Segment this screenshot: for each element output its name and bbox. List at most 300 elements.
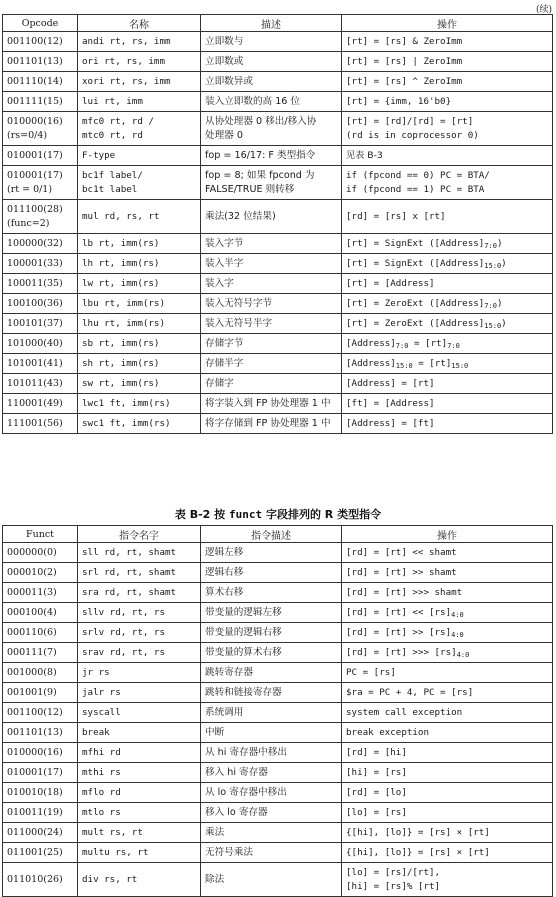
subscript-range: 7:0 bbox=[484, 241, 497, 250]
operation-cell bbox=[342, 783, 553, 803]
description-cell bbox=[201, 314, 342, 334]
cell-line: 000000(0) bbox=[7, 546, 57, 558]
name-cell bbox=[78, 254, 201, 274]
cell-line: 带变量的算术右移 bbox=[205, 646, 282, 658]
cell-line: 001000(8) bbox=[7, 666, 57, 678]
name-cell bbox=[78, 166, 201, 200]
operation-text: [rt] = ZeroExt ([Address] bbox=[346, 317, 485, 329]
cell-line: 装入无符号半字 bbox=[205, 317, 273, 329]
cell-line: [rt] = [rs] & ZeroImm bbox=[346, 35, 463, 47]
opcode-cell bbox=[3, 803, 78, 823]
name-cell bbox=[78, 723, 201, 743]
table-row bbox=[3, 52, 553, 72]
description-cell bbox=[201, 294, 342, 314]
cell-line: 装入无符号字节 bbox=[205, 297, 273, 309]
opcode-cell bbox=[3, 643, 78, 663]
description-cell bbox=[201, 414, 342, 434]
opcode-cell bbox=[3, 394, 78, 414]
opcode-cell bbox=[3, 72, 78, 92]
name-cell bbox=[78, 583, 201, 603]
name-cell bbox=[78, 563, 201, 583]
opcode-cell bbox=[3, 843, 78, 863]
cell-line: 100100(36) bbox=[7, 297, 63, 309]
cell-line: 将字装入到 FP 协处理器 1 中 bbox=[205, 397, 331, 409]
cell-line: lhu rt, imm(rs) bbox=[82, 317, 165, 329]
table-row bbox=[3, 254, 553, 274]
cell-line: [rt] = {imm, 16'b0} bbox=[346, 95, 452, 107]
cell-line: sllv rd, rt, rs bbox=[82, 606, 165, 618]
description-cell bbox=[201, 146, 342, 166]
opcode-cell bbox=[3, 112, 78, 146]
opcode-cell bbox=[3, 603, 78, 623]
cell-line: 从 lo 寄存器中移出 bbox=[205, 786, 287, 798]
opcode-cell bbox=[3, 563, 78, 583]
cell-line: 101000(40) bbox=[7, 337, 63, 349]
cell-line: [rd] = [rt] >>> shamt bbox=[346, 586, 463, 598]
description-cell bbox=[201, 234, 342, 254]
table-row bbox=[3, 200, 553, 234]
name-cell bbox=[78, 274, 201, 294]
cell-line: [hi] = [rs]% [rt] bbox=[346, 880, 441, 892]
description-cell bbox=[201, 543, 342, 563]
opcode-cell bbox=[3, 92, 78, 112]
header-opcode: Opcode bbox=[3, 15, 78, 32]
operation-cell bbox=[342, 72, 553, 92]
cell-line: [rt] = [rd]/[rd] = [rt] bbox=[346, 115, 474, 127]
table-row bbox=[3, 414, 553, 434]
cell-line: lwc1 ft, imm(rs) bbox=[82, 397, 171, 409]
subscript-range: 15:0 bbox=[395, 361, 413, 370]
cell-line: [ft] = [Address] bbox=[346, 397, 435, 409]
cell-line: 010001(17) bbox=[7, 149, 63, 161]
table-row bbox=[3, 663, 553, 683]
operation-cell bbox=[342, 52, 553, 72]
cell-line: 存储字节 bbox=[205, 337, 244, 349]
cell-line: xori rt, rs, imm bbox=[82, 75, 171, 87]
description-cell bbox=[201, 394, 342, 414]
name-cell bbox=[78, 200, 201, 234]
cell-line: 存储字 bbox=[205, 377, 234, 389]
name-cell bbox=[78, 112, 201, 146]
operation-text: [rt] = SignExt ([Address] bbox=[346, 237, 485, 249]
table-row bbox=[3, 274, 553, 294]
cell-line: 001110(14) bbox=[7, 75, 63, 87]
opcode-cell bbox=[3, 823, 78, 843]
cell-line: 中断 bbox=[205, 726, 225, 738]
operation-text: [Address] bbox=[346, 357, 396, 369]
table-row bbox=[3, 166, 553, 200]
description-cell bbox=[201, 72, 342, 92]
opcode-table bbox=[2, 14, 553, 434]
operation-cell bbox=[342, 803, 553, 823]
table-row bbox=[3, 863, 553, 897]
operation-cell bbox=[342, 254, 553, 274]
cell-line: 带变量的逻辑左移 bbox=[205, 606, 282, 618]
cell-line: {[hi], [lo]} = [rs] × [rt] bbox=[346, 846, 490, 858]
operation-text: [rd] = [rt] >> [rs] bbox=[346, 626, 452, 638]
header-operation: 操作 bbox=[342, 15, 553, 32]
description-cell bbox=[201, 354, 342, 374]
header-instruction-name: 指令名字 bbox=[78, 526, 201, 543]
table-row bbox=[3, 112, 553, 146]
name-cell bbox=[78, 314, 201, 334]
cell-line: sb rt, imm(rs) bbox=[82, 337, 160, 349]
cell-line: 100011(35) bbox=[7, 277, 63, 289]
table-row bbox=[3, 723, 553, 743]
cell-line: [rt] = [rs] | ZeroImm bbox=[346, 55, 463, 67]
cell-line: if (fpcond == 0) PC = BTA/ bbox=[346, 169, 490, 181]
cell-line: [rd] = [rs] x [rt] bbox=[346, 210, 446, 222]
cell-line: 001100(12) bbox=[7, 706, 63, 718]
name-cell bbox=[78, 374, 201, 394]
cell-line: 逻辑右移 bbox=[205, 566, 244, 578]
opcode-cell bbox=[3, 32, 78, 52]
cell-line: if (fpcond == 1) PC = BTA bbox=[346, 183, 485, 195]
opcode-cell bbox=[3, 703, 78, 723]
header-description: 描述 bbox=[201, 15, 342, 32]
operation-text: ) bbox=[496, 237, 503, 249]
cell-line: {[hi], [lo]} = [rs] × [rt] bbox=[346, 826, 490, 838]
cell-line: mfhi rd bbox=[82, 746, 121, 758]
cell-line: 立即数或 bbox=[205, 55, 244, 67]
operation-text: [rt] = ZeroExt ([Address] bbox=[346, 297, 485, 309]
cell-line: 001101(13) bbox=[7, 726, 63, 738]
cell-line: 010010(18) bbox=[7, 786, 63, 798]
description-cell bbox=[201, 663, 342, 683]
description-cell bbox=[201, 200, 342, 234]
operation-cell bbox=[342, 314, 553, 334]
subscript-range: 7:0 bbox=[447, 341, 460, 350]
description-cell bbox=[201, 623, 342, 643]
description-cell bbox=[201, 92, 342, 112]
name-cell bbox=[78, 643, 201, 663]
cell-line: jr rs bbox=[82, 666, 110, 678]
cell-line: 010001(17) bbox=[7, 766, 63, 778]
cell-line: F-type bbox=[82, 149, 116, 161]
operation-cell bbox=[342, 543, 553, 563]
operation-cell bbox=[342, 863, 553, 897]
operation-text: [rt] = SignExt ([Address] bbox=[346, 257, 485, 269]
cell-line: FALSE/TRUE 则转移 bbox=[205, 183, 295, 195]
cell-line: 装入字 bbox=[205, 277, 234, 289]
header-instruction-description: 指令描述 bbox=[201, 526, 342, 543]
name-cell bbox=[78, 543, 201, 563]
name-cell bbox=[78, 72, 201, 92]
cell-line: mul rd, rs, rt bbox=[82, 210, 160, 222]
name-cell bbox=[78, 92, 201, 112]
opcode-cell bbox=[3, 543, 78, 563]
cell-line: [rd] = [hi] bbox=[346, 746, 407, 758]
operation-cell bbox=[342, 663, 553, 683]
operation-cell bbox=[342, 643, 553, 663]
name-cell bbox=[78, 294, 201, 314]
table-row bbox=[3, 783, 553, 803]
table-row bbox=[3, 234, 553, 254]
cell-line: 000111(7) bbox=[7, 646, 57, 658]
operation-text: ) bbox=[501, 317, 507, 329]
cell-line: 011000(24) bbox=[7, 826, 63, 838]
cell-line: 111001(56) bbox=[7, 417, 63, 429]
opcode-cell bbox=[3, 274, 78, 294]
funct-table bbox=[2, 525, 553, 897]
table-row bbox=[3, 683, 553, 703]
table-row bbox=[3, 294, 553, 314]
opcode-cell bbox=[3, 294, 78, 314]
table-row bbox=[3, 743, 553, 763]
table-row bbox=[3, 603, 553, 623]
cell-line: bc1f label/ bbox=[82, 169, 143, 181]
opcode-cell bbox=[3, 374, 78, 394]
operation-cell bbox=[342, 414, 553, 434]
table-row bbox=[3, 823, 553, 843]
cell-line: 移入 lo 寄存器 bbox=[205, 806, 268, 818]
opcode-cell bbox=[3, 414, 78, 434]
cell-line: 装入立即数的高 16 位 bbox=[205, 95, 301, 107]
description-cell bbox=[201, 803, 342, 823]
description-cell bbox=[201, 52, 342, 72]
operation-cell bbox=[342, 32, 553, 52]
cell-line: 存储半字 bbox=[205, 357, 244, 369]
description-cell bbox=[201, 843, 342, 863]
cell-line: $ra = PC + 4, PC = [rs] bbox=[346, 686, 474, 698]
cell-line: sra rd, rt, shamt bbox=[82, 586, 177, 598]
cell-line: andi rt, rs, imm bbox=[82, 35, 171, 47]
name-cell bbox=[78, 394, 201, 414]
operation-cell bbox=[342, 823, 553, 843]
caption-prefix: 表 B-2 按 bbox=[174, 508, 229, 521]
operation-cell bbox=[342, 334, 553, 354]
cell-line: 跳转寄存器 bbox=[205, 666, 253, 678]
cell-line: [rd] = [lo] bbox=[346, 786, 407, 798]
name-cell bbox=[78, 414, 201, 434]
operation-cell bbox=[342, 563, 553, 583]
cell-line: (rd is in coprocessor 0) bbox=[346, 129, 479, 141]
operation-cell bbox=[342, 146, 553, 166]
operation-text: [rd] = [rt] >>> [rs] bbox=[346, 646, 457, 658]
cell-line: mtlo rs bbox=[82, 806, 121, 818]
cell-line: 101001(41) bbox=[7, 357, 63, 369]
subscript-range: 15:0 bbox=[484, 321, 502, 330]
operation-cell bbox=[342, 200, 553, 234]
cell-line: mtc0 rt, rd bbox=[82, 129, 143, 141]
table-row bbox=[3, 314, 553, 334]
cell-line: jalr rs bbox=[82, 686, 121, 698]
operation-cell bbox=[342, 112, 553, 146]
cell-line: 算术右移 bbox=[205, 586, 244, 598]
cell-line: 无符号乘法 bbox=[205, 846, 253, 858]
name-cell bbox=[78, 703, 201, 723]
cell-line: 除法 bbox=[205, 873, 225, 885]
cell-line: 001101(13) bbox=[7, 55, 63, 67]
operation-cell bbox=[342, 274, 553, 294]
name-cell bbox=[78, 52, 201, 72]
opcode-cell bbox=[3, 234, 78, 254]
cell-line: 010001(17) bbox=[7, 169, 63, 181]
header-name: 名称 bbox=[78, 15, 201, 32]
operation-text: [rd] = [rt] << [rs] bbox=[346, 606, 452, 618]
description-cell bbox=[201, 683, 342, 703]
subscript-range: 15:0 bbox=[484, 261, 502, 270]
description-cell bbox=[201, 783, 342, 803]
cell-line: 带变量的逻辑右移 bbox=[205, 626, 282, 638]
opcode-cell bbox=[3, 314, 78, 334]
description-cell bbox=[201, 823, 342, 843]
cell-line: [rt] = [Address] bbox=[346, 277, 435, 289]
opcode-cell bbox=[3, 623, 78, 643]
cell-line: lw rt, imm(rs) bbox=[82, 277, 160, 289]
name-cell bbox=[78, 623, 201, 643]
cell-line: (func=2) bbox=[7, 217, 50, 229]
cell-line: fop = 16/17: F 类型指令 bbox=[205, 149, 316, 161]
header-funct: Funct bbox=[3, 526, 78, 543]
operation-cell bbox=[342, 234, 553, 254]
table-row bbox=[3, 92, 553, 112]
cell-line: 011100(28) bbox=[7, 203, 63, 215]
cell-line: system call exception bbox=[346, 706, 463, 718]
header-operation: 操作 bbox=[342, 526, 553, 543]
cell-line: (rs=0/4) bbox=[7, 129, 48, 141]
operation-cell bbox=[342, 843, 553, 863]
cell-line: sw rt, imm(rs) bbox=[82, 377, 160, 389]
table-caption bbox=[0, 506, 556, 522]
name-cell bbox=[78, 32, 201, 52]
opcode-cell bbox=[3, 254, 78, 274]
opcode-cell bbox=[3, 663, 78, 683]
subscript-range: 4:0 bbox=[451, 610, 464, 619]
operation-cell bbox=[342, 354, 553, 374]
subscript-range: 7:0 bbox=[484, 301, 497, 310]
description-cell bbox=[201, 166, 342, 200]
description-cell bbox=[201, 274, 342, 294]
table-row bbox=[3, 843, 553, 863]
table-row bbox=[3, 543, 553, 563]
cell-line: lui rt, imm bbox=[82, 95, 143, 107]
cell-line: 100000(32) bbox=[7, 237, 63, 249]
cell-line: srl rd, rt, shamt bbox=[82, 566, 177, 578]
operation-cell bbox=[342, 603, 553, 623]
cell-line: 000100(4) bbox=[7, 606, 57, 618]
cell-line: break bbox=[82, 726, 110, 738]
cell-line: PC = [rs] bbox=[346, 666, 396, 678]
cell-line: bc1t label bbox=[82, 183, 138, 195]
opcode-cell bbox=[3, 683, 78, 703]
cell-line: sh rt, imm(rs) bbox=[82, 357, 160, 369]
operation-text: ) bbox=[496, 297, 503, 309]
cell-line: 010011(19) bbox=[7, 806, 63, 818]
table-row bbox=[3, 703, 553, 723]
cell-line: (rt = 0/1) bbox=[7, 183, 53, 195]
operation-cell bbox=[342, 92, 553, 112]
cell-line: 移入 hi 寄存器 bbox=[205, 766, 268, 778]
opcode-cell bbox=[3, 583, 78, 603]
description-cell bbox=[201, 723, 342, 743]
opcode-cell bbox=[3, 200, 78, 234]
opcode-cell bbox=[3, 166, 78, 200]
cell-line: fop = 8; 如果 fpcond 为 bbox=[205, 169, 315, 181]
description-cell bbox=[201, 703, 342, 723]
cell-line: 011010(26) bbox=[7, 873, 63, 885]
cell-line: 将字存储到 FP 协处理器 1 中 bbox=[205, 417, 331, 429]
name-cell bbox=[78, 783, 201, 803]
operation-cell bbox=[342, 583, 553, 603]
cell-line: 000110(6) bbox=[7, 626, 57, 638]
operation-cell bbox=[342, 166, 553, 200]
cell-line: srlv rd, rt, rs bbox=[82, 626, 165, 638]
cell-line: lb rt, imm(rs) bbox=[82, 237, 160, 249]
cell-line: 装入字节 bbox=[205, 237, 244, 249]
description-cell bbox=[201, 863, 342, 897]
cell-line: syscall bbox=[82, 706, 121, 718]
cell-line: 立即数与 bbox=[205, 35, 244, 47]
subscript-range: 15:0 bbox=[451, 361, 469, 370]
name-cell bbox=[78, 146, 201, 166]
name-cell bbox=[78, 334, 201, 354]
operation-cell bbox=[342, 743, 553, 763]
operation-cell bbox=[342, 294, 553, 314]
name-cell bbox=[78, 743, 201, 763]
operation-cell bbox=[342, 703, 553, 723]
name-cell bbox=[78, 603, 201, 623]
cell-line: 011001(25) bbox=[7, 846, 63, 858]
operation-cell bbox=[342, 623, 553, 643]
operation-cell bbox=[342, 723, 553, 743]
cell-line: [lo] = [rs]/[rt], bbox=[346, 866, 441, 878]
opcode-cell bbox=[3, 146, 78, 166]
table-header-row bbox=[3, 526, 553, 543]
cell-line: [Address] = [ft] bbox=[346, 417, 435, 429]
cell-line: div rs, rt bbox=[82, 873, 138, 885]
cell-line: mthi rs bbox=[82, 766, 121, 778]
cell-line: [rd] = [rt] >> shamt bbox=[346, 566, 457, 578]
cell-line: 见表 B-3 bbox=[346, 149, 383, 161]
cell-line: mflo rd bbox=[82, 786, 121, 798]
cell-line: 乘法(32 位结果) bbox=[205, 210, 276, 222]
cell-line: mfc0 rt, rd / bbox=[82, 115, 154, 127]
cell-line: 001111(15) bbox=[7, 95, 63, 107]
operation-cell bbox=[342, 394, 553, 414]
operation-text: = [rt] bbox=[412, 357, 452, 369]
description-cell bbox=[201, 334, 342, 354]
table-row bbox=[3, 72, 553, 92]
cell-line: 乘法 bbox=[205, 826, 225, 838]
cell-line: lh rt, imm(rs) bbox=[82, 257, 160, 269]
table-row bbox=[3, 146, 553, 166]
description-cell bbox=[201, 254, 342, 274]
cell-line: break exception bbox=[346, 726, 429, 738]
cell-line: 000011(3) bbox=[7, 586, 57, 598]
cell-line: 逻辑左移 bbox=[205, 546, 244, 558]
description-cell bbox=[201, 112, 342, 146]
table-row bbox=[3, 374, 553, 394]
cell-line: sll rd, rt, shamt bbox=[82, 546, 177, 558]
description-cell bbox=[201, 374, 342, 394]
subscript-range: 4:0 bbox=[451, 630, 464, 639]
opcode-cell bbox=[3, 52, 78, 72]
cell-line: ori rt, rs, imm bbox=[82, 55, 165, 67]
name-cell bbox=[78, 234, 201, 254]
table-row bbox=[3, 394, 553, 414]
description-cell bbox=[201, 603, 342, 623]
cell-line: multu rs, rt bbox=[82, 846, 149, 858]
table-row bbox=[3, 623, 553, 643]
cell-line: 100101(37) bbox=[7, 317, 63, 329]
opcode-cell bbox=[3, 723, 78, 743]
table-row bbox=[3, 583, 553, 603]
table-row bbox=[3, 563, 553, 583]
description-cell bbox=[201, 32, 342, 52]
name-cell bbox=[78, 843, 201, 863]
name-cell bbox=[78, 823, 201, 843]
